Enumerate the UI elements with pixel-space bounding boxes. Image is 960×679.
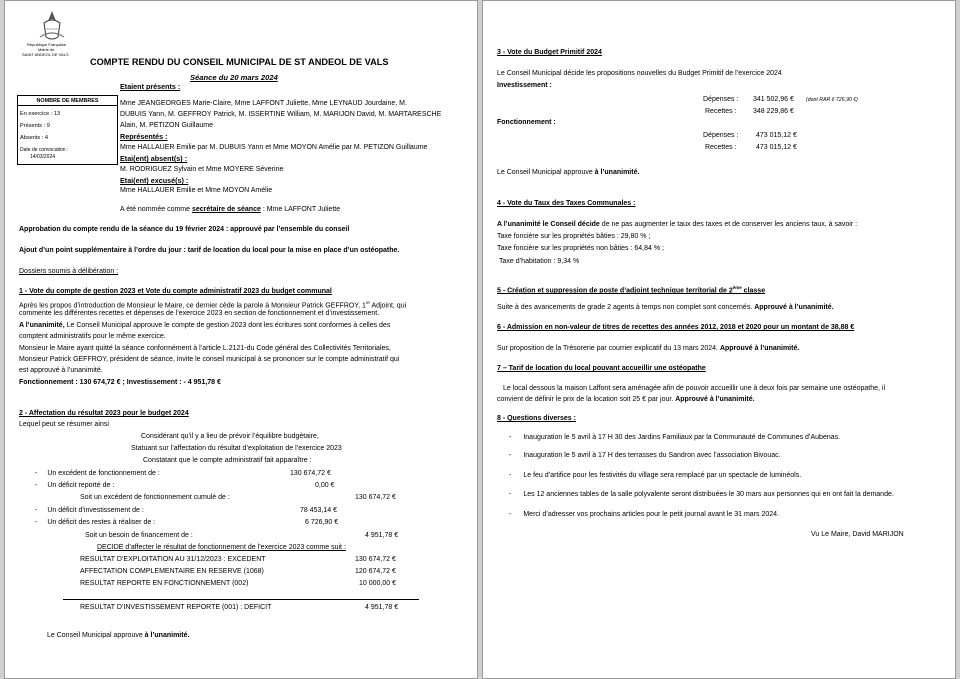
members-en-exercice: En exercice : 13 xyxy=(20,111,61,117)
members-box xyxy=(17,95,118,165)
invest-dep-value: 341 502,96 € xyxy=(753,96,794,103)
invest-rec-value: 348 229,86 € xyxy=(753,108,794,115)
commune-small-3: SAINT ANDEOL DE VALS xyxy=(22,52,69,57)
section6-text: Sur proposition de la Trésorerie par courrier explicatif du 13 mars 2024. Approuvé à l’unanimité. xyxy=(497,345,800,352)
section1-heading: 1 - Vote du compte de gestion 2023 et Vote du compte administratif 2023 du budget communal xyxy=(19,288,332,295)
section2-heading: 2 - Affectation du résultat 2023 pour le budget 2024 xyxy=(19,410,189,417)
allocation-row-value: 130 674,72 € xyxy=(355,556,396,563)
dossiers-label: Dossiers soumis à délibération : xyxy=(19,268,119,275)
section3-heading: 3 - Vote du Budget Primitif 2024 xyxy=(497,49,602,56)
result-row-value: 130 674,72 € xyxy=(355,494,396,501)
allocation-row-value: 4 951,78 € xyxy=(365,604,399,611)
section2-decide: DECIDE d’affecter le résultat de fonctionnement de l’exercice 2023 comme suit : xyxy=(97,544,346,551)
secretary-line: A été nommée comme secrétaire de séance : Mme LAFFONT Juliette xyxy=(120,206,341,213)
list-item: - Les 12 anciennes tables de la salle polyvalente seront distribuées le 30 mars aux personnes qui en ont fait la demande. xyxy=(509,491,894,498)
result-row-value: 78 453,14 € xyxy=(300,507,337,514)
section3-fonct-label: Fonctionnement : xyxy=(497,119,556,126)
page-right xyxy=(482,0,956,679)
section7-line-2: convient de définir le prix de la location soit 25 € par jour. Approuvé à l’unanimité. xyxy=(497,396,755,403)
approval-line: Approbation du compte rendu de la séance du 19 février 2024 : approuvé par l’ensemble du conseil xyxy=(19,226,350,233)
allocation-row: RESULTAT D’EXPLOITATION AU 31/12/2023 : EXCEDENT xyxy=(80,556,266,563)
represented-line: Mme HALLAUER Emilie par M. DUBUIS Yann et Mme MOYON Amélie par M. PETIZON Guillaume xyxy=(120,144,428,151)
commune-small-2: Mairie de xyxy=(38,47,55,52)
section4-line-1: A l’unanimité le Conseil décide de ne pas augmenter le taux des taxes et de conserver les anciens taux, à savoir : xyxy=(497,221,858,228)
represented-label: Représentés : xyxy=(120,132,168,141)
members-convocation-date: 14/03/2024 xyxy=(30,154,56,160)
result-row-value: 6 726,90 € xyxy=(305,519,339,526)
section2-approval: Le Conseil Municipal approuve à l’unanimité. xyxy=(47,632,190,639)
list-item: - Inauguration le 5 avril à 17 H 30 des Jardins Familiaux par la Communauté de Communes d’Aubenas. xyxy=(509,434,841,441)
result-row: - Un déficit des restes à réaliser de : xyxy=(35,519,156,526)
members-heading: NOMBRE DE MEMBRES xyxy=(18,96,117,106)
divider xyxy=(63,599,419,600)
invest-dep-label: Dépenses : xyxy=(703,96,739,103)
excused-line: Mme HALLAUER Emilie et Mme MOYON Amélie xyxy=(120,187,273,194)
result-row: - Un déficit reporté de : xyxy=(35,482,115,489)
section3-invest-label: Investissement : xyxy=(497,82,552,89)
section1-line-2: commente les différentes recettes et dépenses de l’exercice 2023 en section de fonctionnement et d’investissement. xyxy=(19,310,380,317)
result-row-value: 0,00 € xyxy=(315,482,335,489)
allocation-row: AFFECTATION COMPLEMENTAIRE EN RESERVE (1068) xyxy=(80,568,264,575)
invest-rec-label: Recettes : xyxy=(705,108,737,115)
allocation-row-value: 120 674,72 € xyxy=(355,568,396,575)
fonct-dep-label: Dépenses : xyxy=(703,132,739,139)
allocation-row: RESULTAT REPORTE EN FONCTIONNEMENT (002) xyxy=(80,580,249,587)
result-row-value: 130 674,72 € xyxy=(290,470,331,477)
members-absents: Absents : 4 xyxy=(20,135,48,141)
section8-heading: 8 - Questions diverses : xyxy=(497,415,576,422)
mayor-signature: Vu Le Maire, David MARIJON xyxy=(811,531,904,538)
section4-heading: 4 - Vote du Taux des Taxes Communales : xyxy=(497,200,636,207)
result-row: - Un excédent de fonctionnement de : xyxy=(35,470,160,477)
list-item: - Le feu d’artifice pour les festivités du village sera remplacé par un spectacle de luminéols. xyxy=(509,472,802,479)
section1-line-3: A l’unanimité, Le Conseil Municipal approuve le compte de gestion 2023 dont les écritures sont conformes à celles des xyxy=(19,322,391,329)
section1-line-6: Monsieur Patrick GEFFROY, président de séance, invite le conseil municipal à se prononcer sur le compte administratif qui xyxy=(19,356,400,363)
section2-constatant: Constatant que le compte administratif fait apparaître : xyxy=(143,457,312,464)
addition-line: Ajout d’un point supplémentaire à l’ordre du jour : tarif de location du local pour la mise en place d’un ostéopathe. xyxy=(19,247,400,254)
tax-habitation: Taxe d’habitation : 9,34 % xyxy=(499,258,580,265)
excused-label: Etai(ent) excusé(s) : xyxy=(120,176,189,185)
section5-text: Suite à des avancements de grade 2 agents à temps non complet sont concernés. Approuvé à l’unanimité. xyxy=(497,304,834,311)
commune-small-1: République Française xyxy=(27,42,66,47)
session-date: Séance du 20 mars 2024 xyxy=(190,73,278,82)
result-row: - Un déficit d’investissement de : xyxy=(35,507,144,514)
section7-line-1: Le local dessous la maison Laffont sera aménagée afin de pouvoir accueillir une à deux fois par semaine une ostéopathe, il xyxy=(503,385,886,392)
fonct-dep-value: 473 015,12 € xyxy=(756,132,797,139)
absent-line: M. RODRIGUEZ Sylvain et Mme MOYERE Séverine xyxy=(120,166,284,173)
page-title: COMPTE RENDU DU CONSEIL MUNICIPAL DE ST ANDEOL DE VALS xyxy=(90,57,389,67)
absent-label: Etai(ent) absent(s) : xyxy=(120,154,188,163)
section1-line-1: Après les propos d’introduction de Monsieur le Maire, ce dernier cède la parole à Monsieur Patrick GEFFROY, 1er Adjoint, qui xyxy=(19,300,407,310)
result-row: Soit un excédent de fonctionnement cumulé de : xyxy=(80,494,230,501)
section2-considering: Considérant qu’il y a lieu de prévoir l’équilibre budgétaire, xyxy=(141,433,319,440)
list-item: - Inauguration le 5 avril à 17 H des terrasses du Sandron avec l’association Bivouac. xyxy=(509,452,781,459)
presents-line-3: Alain, M. PETIZON Guillaume xyxy=(120,122,213,129)
section3-approval: Le Conseil Municipal approuve à l’unanimité. xyxy=(497,169,640,176)
section7-heading: 7 – Tarif de location du local pouvant accueillir une ostéopathe xyxy=(497,365,706,372)
section1-line-4: comptent administratifs pour le même exercice. xyxy=(19,333,166,340)
section3-intro: Le Conseil Municipal décide les propositions nouvelles du Budget Primitif de l’exercice 2024 xyxy=(497,70,782,77)
fonct-rec-value: 473 015,12 € xyxy=(756,144,797,151)
members-presents: Présents : 9 xyxy=(20,123,50,129)
section1-line-7: est approuvé à l’unanimité. xyxy=(19,367,103,374)
section5-heading: 5 - Création et suppression de poste d’adjoint technique territorial de 2ème classe xyxy=(497,285,766,295)
tax-bati: Taxe foncière sur les propriétés bâties : 29,80 % ; xyxy=(497,233,651,240)
section1-totals: Fonctionnement : 130 674,72 € ; Investissement : - 4 951,78 € xyxy=(19,379,221,386)
section2-statuant: Statuant sur l’affectation du résultat d’exploitation de l’exercice 2023 xyxy=(131,445,342,452)
tax-non-bati: Taxe foncière sur les propriétés non bâties : 64,84 % ; xyxy=(497,245,664,252)
page-left xyxy=(4,0,478,679)
result-row: Soit un besoin de financement de : xyxy=(85,532,193,539)
section1-line-5: Monsieur le Maire ayant quitté la séance conformément à l’article L.2121-du Code général des Collectivités Territoriales, xyxy=(19,345,391,352)
result-row-value: 4 951,78 € xyxy=(365,532,399,539)
section6-heading: 6 - Admission en non-valeur de titres de recettes des années 2012, 2018 et 2020 pour un montant de 38,88 € xyxy=(497,324,855,331)
section2-intro: Lequel peut se résumer ainsi xyxy=(19,421,109,428)
fonct-rec-label: Recettes : xyxy=(705,144,737,151)
presents-line-2: DUBUIS Yann, M. GEFFROY Patrick, M. ISSERTINE William, M. MARIJON David, M. MARTARESCHE xyxy=(120,111,442,118)
presents-label: Etaient présents : xyxy=(120,82,181,91)
list-item: - Merci d’adresser vos prochains articles pour le petit journal avant le 31 mars 2024. xyxy=(509,511,779,518)
members-convocation-label: Date de convocation : xyxy=(20,147,69,153)
invest-dep-note: (dont RAR 6 726,90 €) xyxy=(806,97,858,103)
allocation-row: RESULTAT D’INVESTISSEMENT REPORTE (001) : DEFICIT xyxy=(80,604,272,611)
presents-line-1: Mme JEANGEORGES Marie-Claire, Mme LAFFONT Juliette, Mme LEYNAUD Jourdaine, M. xyxy=(120,100,407,107)
allocation-row-value: 10 000,00 € xyxy=(359,580,396,587)
